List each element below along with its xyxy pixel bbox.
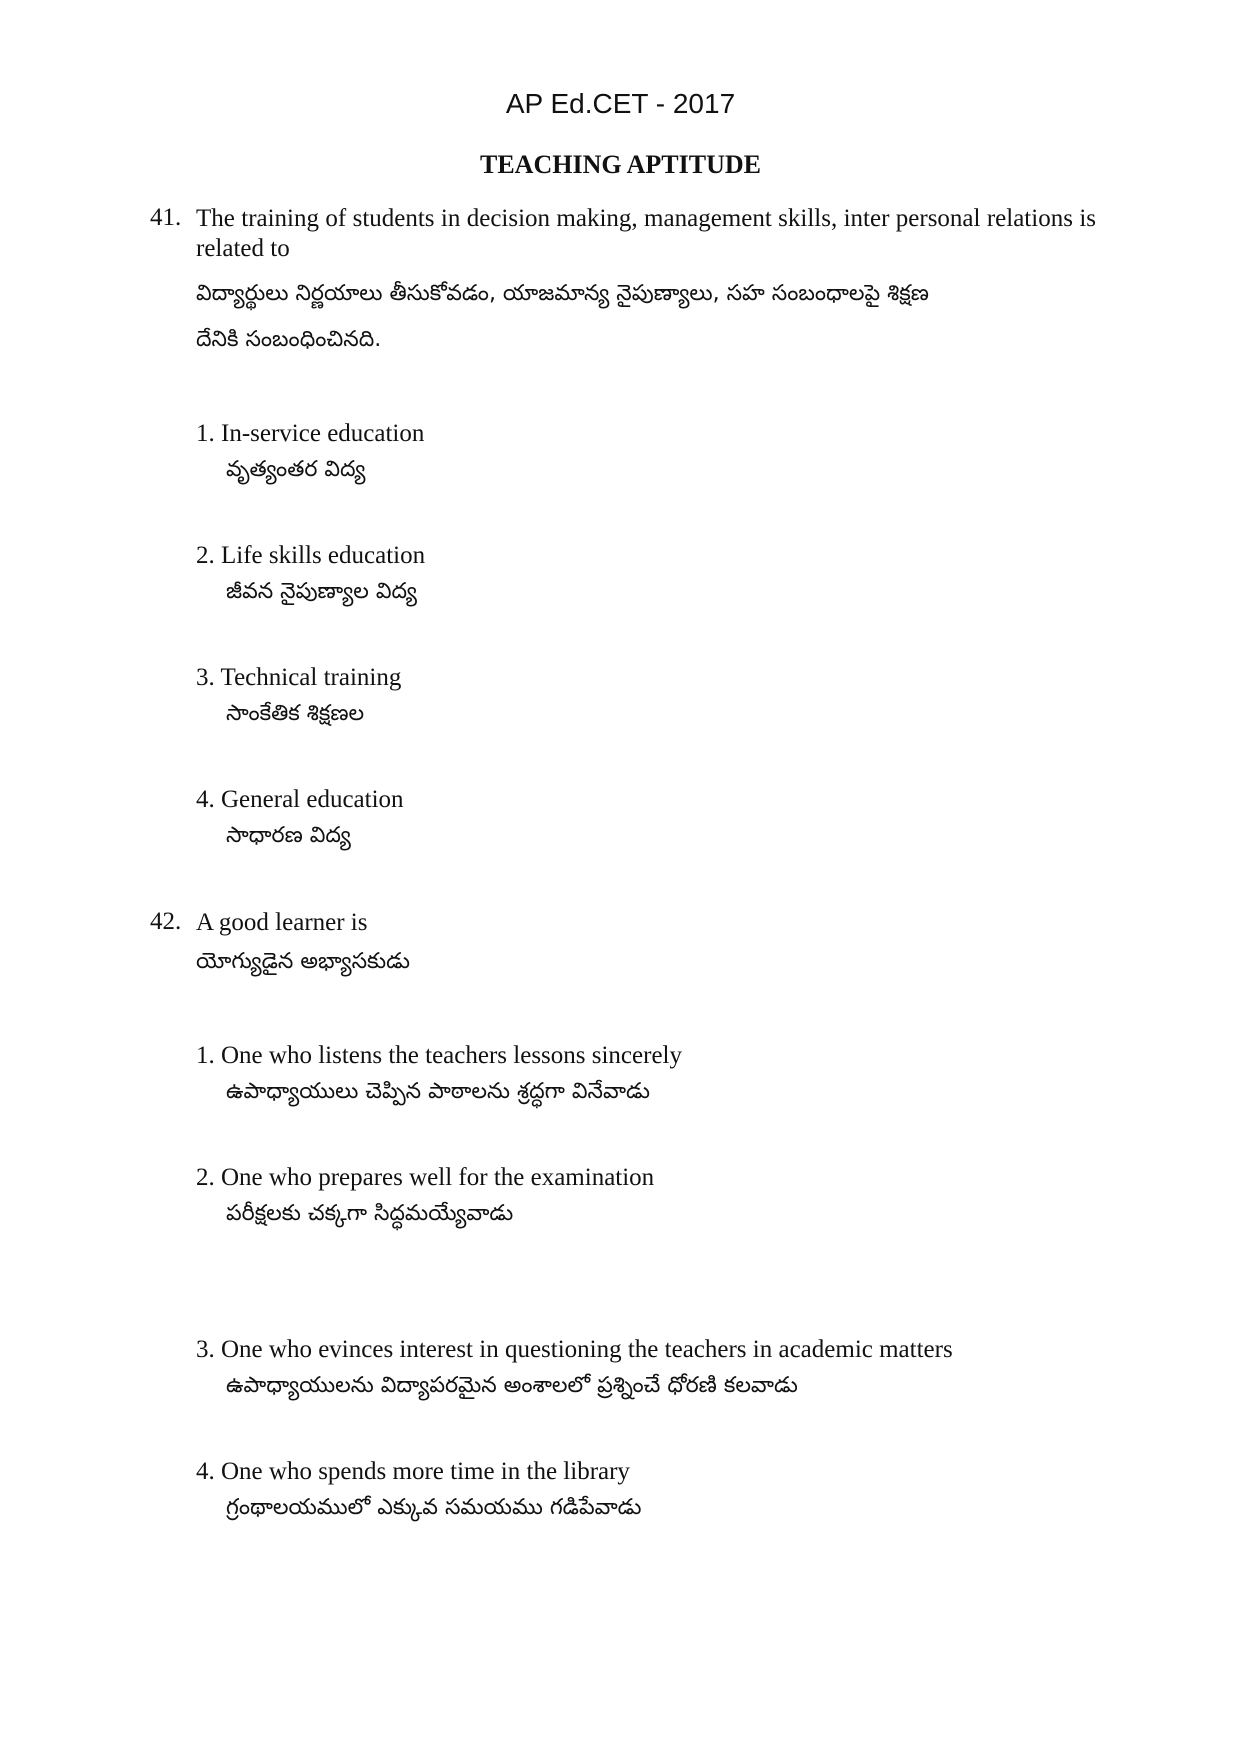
- option-english: 4. One who spends more time in the library: [196, 1458, 630, 1485]
- question-41-telugu-line1: విద్యార్థులు నిర్ణయాలు తీసుకోవడం, యాజమాన్య నైపుణ్యాలు, సహ సంబంధాలపై శిక్షణ: [196, 281, 929, 306]
- option-english: 2. One who prepares well for the examination: [196, 1164, 655, 1191]
- question-41-option-1: [196, 418, 424, 490]
- option-english: 3. Technical training: [196, 664, 402, 691]
- question-42-option-3: [196, 1334, 953, 1406]
- question-42-option-2: [196, 1162, 654, 1234]
- option-english: 4. General education: [196, 786, 404, 813]
- question-41-text: The training of students in decision making, management skills, inter personal relations is related to: [196, 205, 1096, 262]
- option-telugu: పరీక్షలకు చక్కగా సిద్ధమయ్యేవాడు: [226, 1201, 514, 1226]
- option-english: 1. In-service education: [196, 420, 425, 447]
- question-42-number: 42.: [150, 908, 182, 935]
- option-telugu: సాంకేతిక శిక్షణల: [226, 701, 365, 726]
- exam-title: AP Ed.CET - 2017: [505, 88, 736, 119]
- option-telugu: ఉపాధ్యాయులు చెప్పిన పాఠాలను శ్రద్ధగా వినేవాడు: [226, 1079, 650, 1104]
- question-41-telugu-line2: దేనికి సంబంధించినది.: [196, 327, 382, 352]
- question-41-option-3: [196, 662, 401, 734]
- question-41-option-2: [196, 540, 425, 612]
- option-english: 2. Life skills education: [196, 542, 426, 569]
- option-telugu: వృత్యంతర విద్య: [226, 457, 366, 482]
- question-42-option-4: [196, 1456, 642, 1528]
- question-41-option-4: [196, 784, 404, 856]
- option-english: 1. One who listens the teachers lessons sincerely: [196, 1042, 682, 1069]
- section-title: TEACHING APTITUDE: [480, 150, 761, 179]
- option-telugu: సాధారణ విద్య: [226, 823, 351, 848]
- question-42-text: A good learner is: [196, 909, 368, 936]
- option-telugu: ఉపాధ్యాయులను విద్యాపరమైన అంశాలలో ప్రశ్నించే ధోరణి కలవాడు: [226, 1373, 798, 1398]
- question-41-number: 41.: [150, 204, 182, 231]
- option-english: 3. One who evinces interest in questioning the teachers in academic matters: [196, 1336, 953, 1363]
- option-telugu: జీవన నైపుణ్యాల విద్య: [226, 579, 417, 604]
- question-42-telugu-line1: యోగ్యుడైన అభ్యాసకుడు: [196, 949, 411, 974]
- option-telugu: గ్రంథాలయములో ఎక్కువ సమయము గడిపేవాడు: [226, 1495, 642, 1520]
- question-42-option-1: [196, 1040, 682, 1112]
